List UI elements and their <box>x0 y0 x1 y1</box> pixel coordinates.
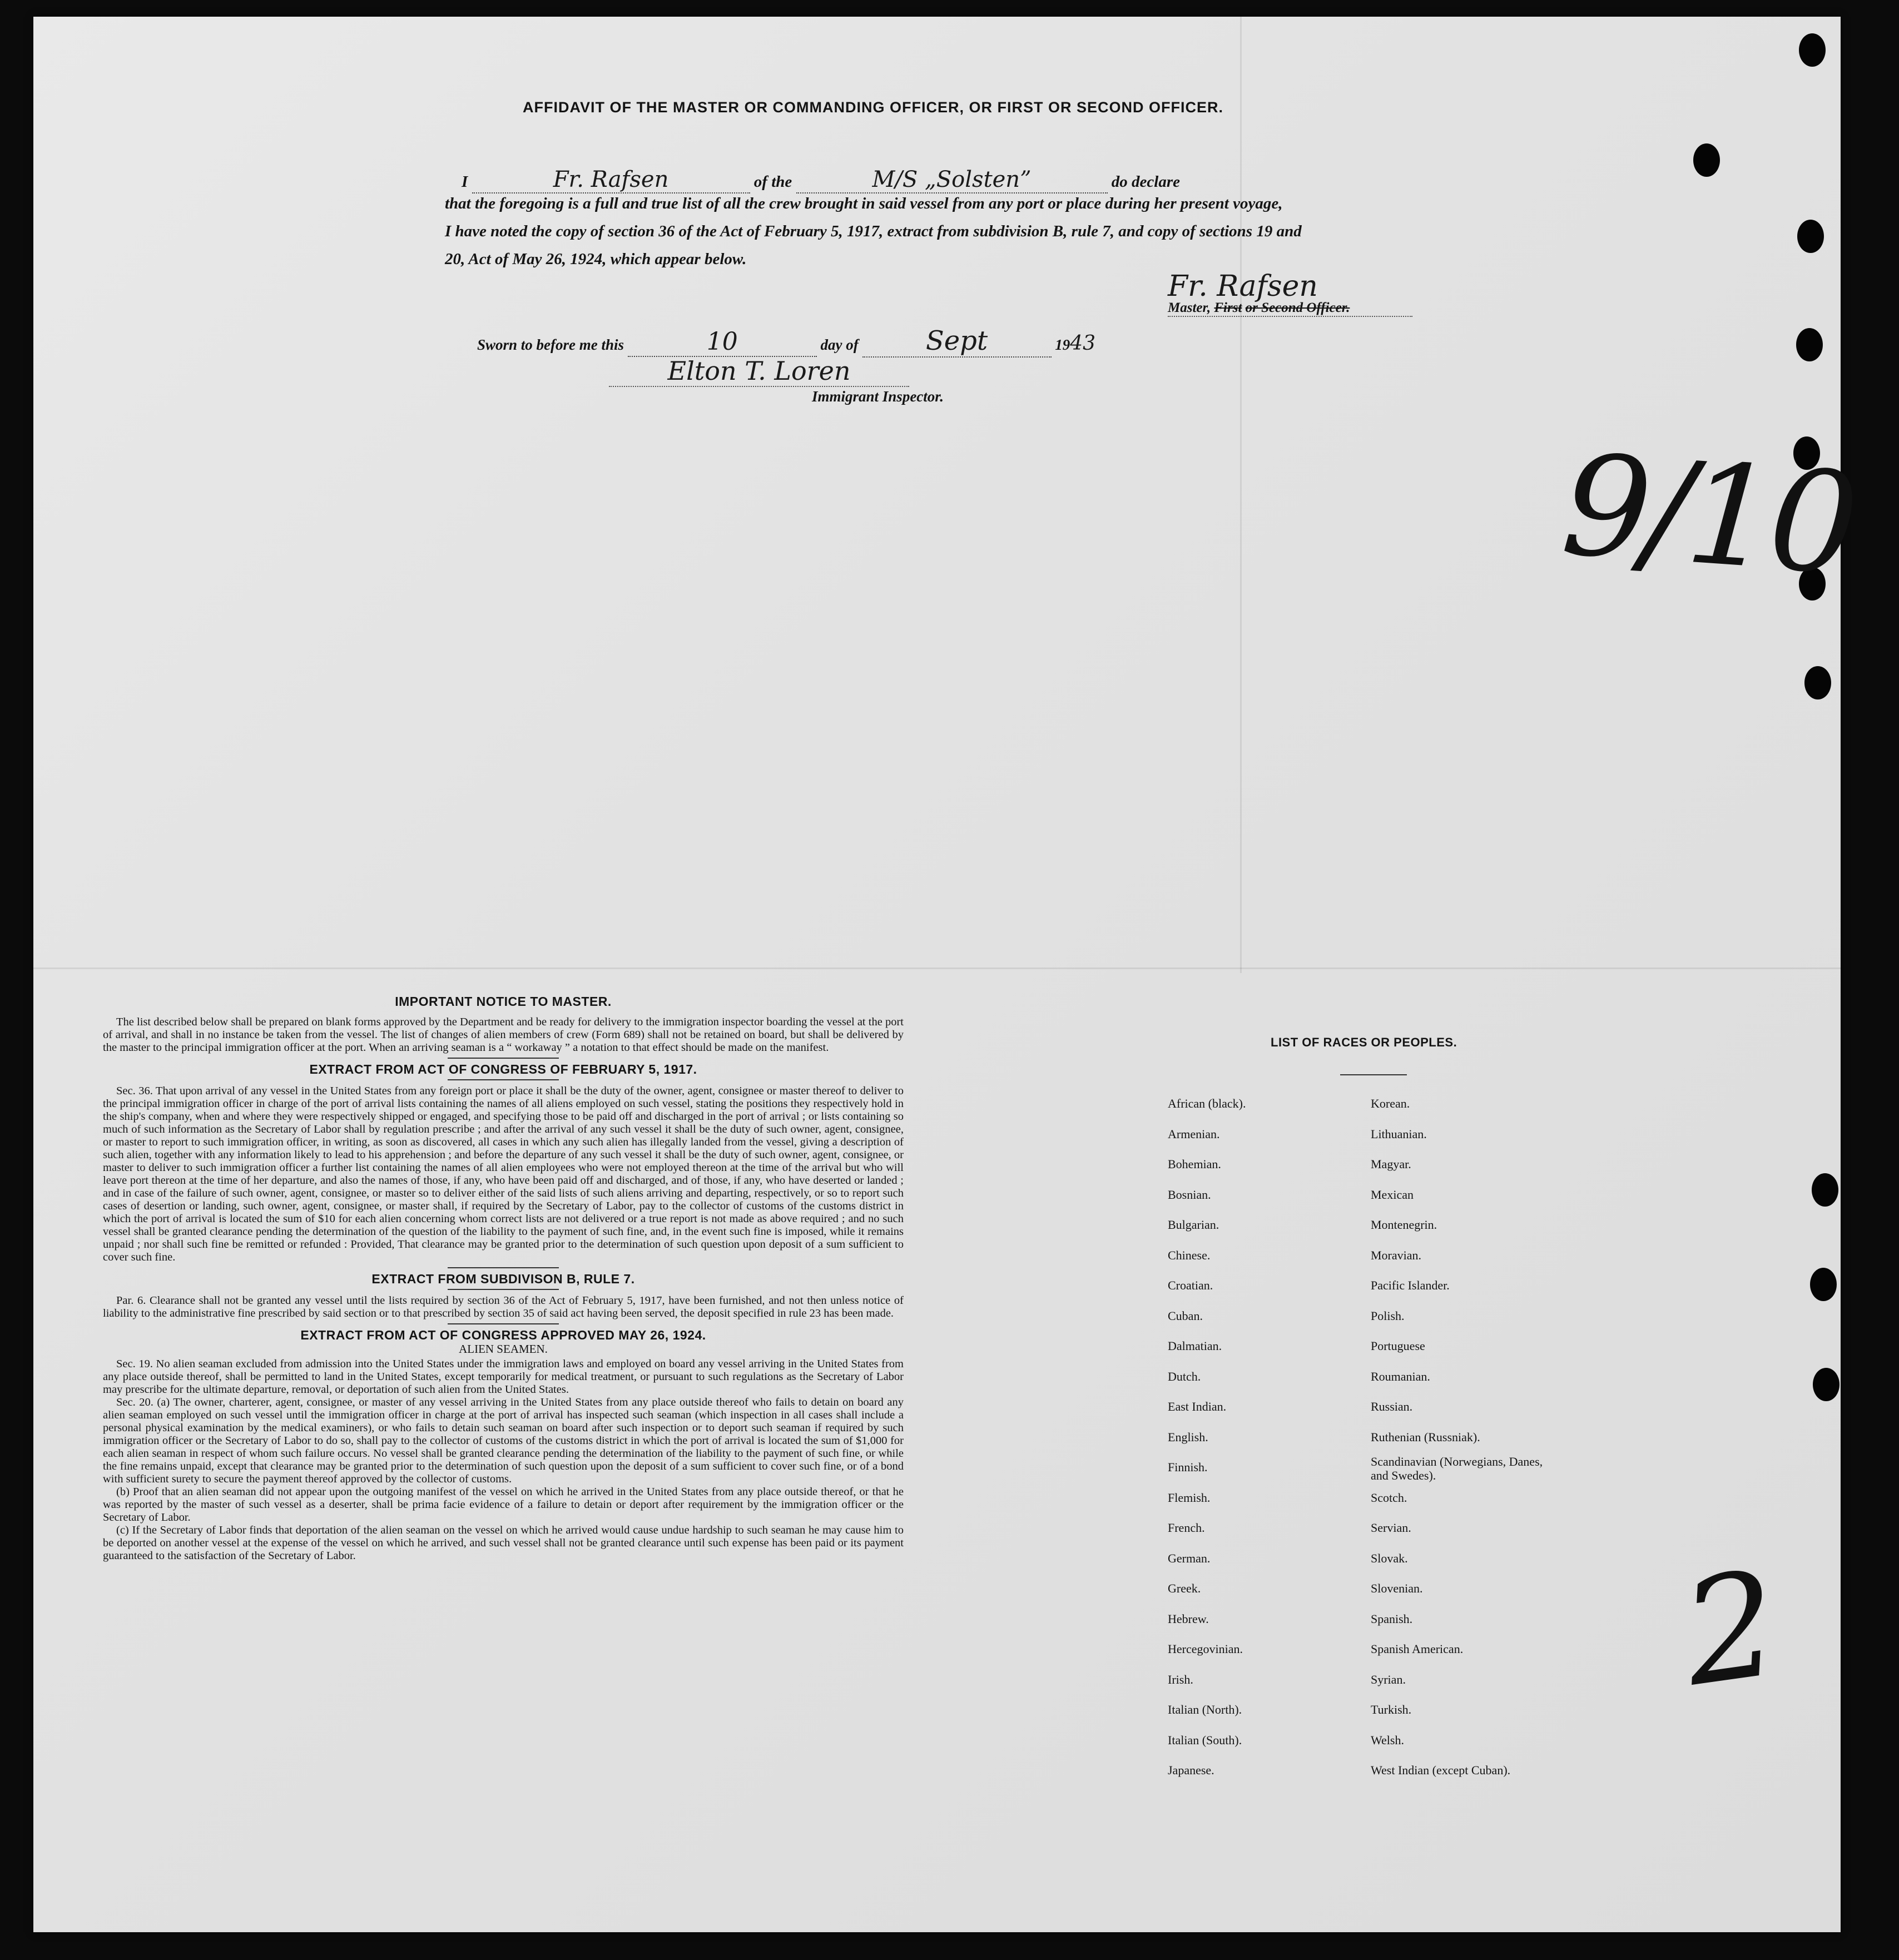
race-item: Italian (North). <box>1168 1703 1242 1716</box>
separator-rule <box>448 1079 559 1080</box>
race-item: French. <box>1168 1521 1205 1535</box>
race-item: Roumanian. <box>1371 1369 1430 1383</box>
affidavit-title: AFFIDAVIT OF THE MASTER OR COMMANDING OFFICER, OR FIRST OR SECOND OFFICER. <box>523 99 1223 116</box>
race-item: Moravian. <box>1371 1248 1422 1262</box>
year-suffix: 43 <box>1070 332 1096 355</box>
extract3-subtitle: ALIEN SEAMEN. <box>459 1342 548 1356</box>
handwritten-note: 9/10 <box>1557 424 1858 606</box>
of-the-label: of the <box>753 173 792 191</box>
race-item: Japanese. <box>1168 1763 1214 1777</box>
race-item: Ruthenian (Russniak). <box>1371 1430 1480 1444</box>
fold-crease-horizontal <box>33 967 1841 969</box>
races-column-1 <box>1168 1089 1246 1786</box>
race-item: Spanish American. <box>1371 1642 1464 1656</box>
separator-rule <box>448 1267 559 1268</box>
notice-title: IMPORTANT NOTICE TO MASTER. <box>395 994 612 1009</box>
extract1-body: Sec. 36. That upon arrival of any vessel in the United States from any foreign port or place it shall be the duty of the owner, agent, consignee or master thereof to deliver to the principal immigration officer in charge of the port of arrival lists containing the names of all aliens employed on such vessel, stating the positions they respectively hold in the ship's company, when and where they were respectively shipped or engaged, and specifying those to be paid off and discharged in the port of arrival ; or lists containing so much of such information as the Secretary of Labor shall by regulation prescribe ; and after the arrival of any such vessel it shall be the duty of such owner, agent, consignee, or master to report to such immigration officer, in writing, as soon as discovered, all cases in which any such alien has illegally landed from the vessel, giving a description of such alien, together with any information likely to lead to his apprehension ; and before the departure of any such vessel it shall be the duty of such owner, agent, consignee, or master to deliver to such immigration officer a further list containing the names of all alien employees who were not employed thereon at the time of the arrival but who will leave port thereon at the time of her departure, and also the names of those, if any, who have been paid off and discharged, and of those, if any, who have deserted or landed ; and in case of the failure of such owner, agent, consignee, or master so to deliver either of the said lists of such aliens arriving and departing, respectively, or so to report such cases of desertion or landing, such owner, agent, consignee, or master shall, if required by the Secretary of Labor, pay to the collector of customs of the customs district in which the port of arrival is located the sum of $10 for each alien concerning whom correct lists are not delivered or a true report is not made as above required ; and no such vessel shall be granted clearance pending the determination of the question of the liability to the payment of such fine, and, in the event such fine is imposed, while it remains unpaid ; nor shall such fine be remitted or refunded : Provided, That clearance may be granted prior to the determination of such question upon deposit of a sum sufficient to cover such fine. <box>103 1085 904 1263</box>
inspector-title: Immigrant Inspector. <box>812 388 944 405</box>
master-name-field <box>472 167 750 193</box>
race-item: Bohemian. <box>1168 1157 1221 1171</box>
year-prefix: 19 <box>1055 336 1070 353</box>
race-item: Portuguese <box>1371 1339 1425 1353</box>
race-item: African (black). <box>1168 1096 1246 1110</box>
race-item: Bosnian. <box>1168 1187 1211 1202</box>
sec19-paragraph: Sec. 19. No alien seaman excluded from admission into the United States under the immigration laws and employed on board any vessel arriving in the United States from any place outside thereof, shall be permitted to land in the United States, except temporarily for medical treatment, or pursuant to such regulations as the Secretary of Labor may prescribe for the ultimate departure, removal, or deportation of such alien from the United States. <box>103 1358 904 1396</box>
vessel-name-field <box>796 167 1108 193</box>
race-item: East Indian. <box>1168 1400 1227 1413</box>
sec20b-paragraph: (b) Proof that an alien seaman did not appear upon the outgoing manifest of the vessel on which he arrived in the United States from any place outside thereof, or that he was reported by the master of such vessel as a deserter, shall be prima facie evidence of a failure to detain or deport after requirement by the immigration officer or the Secretary of Labor. <box>103 1486 904 1524</box>
race-item: West Indian (except Cuban). <box>1371 1763 1511 1777</box>
extract1-title: EXTRACT FROM ACT OF CONGRESS OF FEBRUARY 5, 1917. <box>309 1062 697 1076</box>
race-item: Welsh. <box>1371 1733 1404 1747</box>
race-item: Polish. <box>1371 1308 1405 1323</box>
handwritten-mark: 2 <box>1673 1540 1783 1719</box>
separator-rule <box>448 1058 559 1059</box>
punch-hole <box>1804 666 1831 699</box>
races-title-rule <box>1340 1074 1407 1075</box>
extract3-title: EXTRACT FROM ACT OF CONGRESS APPROVED MAY 26, 1924. <box>300 1328 706 1342</box>
signer-title-rest: or Second Officer. <box>1245 300 1350 315</box>
race-item: Scandinavian (Norwegians, Danes, and Swedes). <box>1371 1455 1543 1482</box>
race-item: Magyar. <box>1371 1157 1411 1171</box>
extract2-body: Par. 6. Clearance shall not be granted any vessel until the lists required by section 36 of the Act of February 5, 1917, have been furnished, and not then unless notice of liability to the administrative fine prescribed by said section or to that prescribed by section 35 of said act having been served, the deposit specified in rule 23 has been made. <box>103 1294 904 1319</box>
separator-rule <box>448 1323 559 1324</box>
race-item: Chinese. <box>1168 1248 1211 1262</box>
race-item: Armenian. <box>1168 1127 1220 1141</box>
race-item: Korean. <box>1371 1096 1410 1110</box>
do-declare-label: do declare <box>1111 173 1180 191</box>
race-item: Finnish. <box>1168 1460 1208 1474</box>
fold-crease-vertical <box>1240 17 1242 973</box>
race-item: Hebrew. <box>1168 1611 1209 1626</box>
vessel-name: M/S „Solsten” <box>872 167 1032 192</box>
race-item: Flemish. <box>1168 1490 1211 1505</box>
race-item: Russian. <box>1371 1400 1413 1413</box>
separator-rule <box>448 1289 559 1290</box>
race-item: Spanish. <box>1371 1611 1413 1626</box>
race-item: Pacific Islander. <box>1371 1278 1450 1292</box>
affidavit-line-3: I have noted the copy of section 36 of the Act of February 5, 1917, extract from subdivision B, rule 7, and copy of sections 19 and <box>445 222 1302 240</box>
master-signature: Fr. Rafsen <box>1168 270 1318 303</box>
sworn-day: 10 <box>706 328 738 356</box>
punch-hole <box>1799 33 1826 67</box>
race-item: German. <box>1168 1551 1211 1565</box>
sec20c-paragraph: (c) If the Secretary of Labor finds that deportation of the alien seaman on the vessel on which he arrived would cause undue hardship to such seaman he may cause him to be deported on another vessel at the expense of the vessel on which he arrived, and such vessel shall not be granted clearance until such expense has been paid or its payment guaranteed to the satisfaction of the Secretary of Labor. <box>103 1524 904 1562</box>
race-item: Slovak. <box>1371 1551 1408 1565</box>
extract2-title: EXTRACT FROM SUBDIVISON B, RULE 7. <box>371 1272 635 1286</box>
sworn-month: Sept <box>925 325 988 356</box>
affidavit-line-4: 20, Act of May 26, 1924, which appear below. <box>445 250 747 268</box>
sec20a-paragraph: Sec. 20. (a) The owner, charterer, agent, consignee, or master of any vessel arriving in the United States from any place outside thereof who fails to detain on board any alien seaman employed on such vessel until the immigration officer in charge at the port of arrival has inspected such seaman (which inspection in all cases shall include a personal physical examination by the medical examiners), or who fails to detain such seaman on board after such inspection or to deport such seaman if required by such immigration officer or the Secretary of Labor to do so, shall pay to the collector of customs of the customs district in which the port of arrival is located the sum of $1,000 for each alien seaman in respect of whom such failure occurs. No vessel shall be granted clearance pending the determination of the liability to the payment of such fine, or while the fine remains unpaid, except that clearance may be granted prior to the determination of such question upon the deposit of a sum sufficient to cover such fine, or of a bond with sufficient surety to secure the payment thereof approved by the collector of customs. <box>103 1396 904 1485</box>
sworn-month-field <box>862 325 1052 358</box>
affidavit-line-2: that the foregoing is a full and true list of all the crew brought in said vessel from any port or place during her present voyage, <box>445 195 1283 212</box>
race-item: Cuban. <box>1168 1308 1203 1323</box>
signer-title <box>1168 300 1412 317</box>
signer-title-first: First <box>1214 300 1242 315</box>
master-name: Fr. Rafsen <box>553 167 669 192</box>
race-item: Mexican <box>1371 1187 1414 1202</box>
race-item: Lithuanian. <box>1371 1127 1427 1141</box>
punch-hole <box>1796 328 1823 361</box>
race-item: English. <box>1168 1430 1208 1444</box>
race-item: Greek. <box>1168 1581 1201 1595</box>
race-item: Hercegovinian. <box>1168 1642 1243 1656</box>
day-of-label: day of <box>820 336 859 353</box>
races-title: LIST OF RACES OR PEOPLES. <box>1271 1035 1457 1049</box>
punch-hole <box>1813 1368 1839 1401</box>
affidavit-line-1 <box>462 167 1180 193</box>
races-column-2 <box>1371 1089 1604 1786</box>
race-item: Dutch. <box>1168 1369 1201 1383</box>
race-item: Montenegrin. <box>1371 1218 1437 1232</box>
race-item: Dalmatian. <box>1168 1339 1222 1353</box>
punch-hole <box>1797 220 1824 253</box>
race-item: Slovenian. <box>1371 1581 1423 1595</box>
sworn-line <box>477 325 1095 358</box>
inspector-signature: Elton T. Loren <box>609 356 909 387</box>
race-item: Scotch. <box>1371 1490 1407 1505</box>
punch-hole <box>1812 1173 1838 1207</box>
sworn-day-field <box>628 328 817 357</box>
sworn-label: Sworn to before me this <box>477 336 624 353</box>
signer-title-master: Master, <box>1168 300 1211 315</box>
notice-body: The list described below shall be prepared on blank forms approved by the Department and be ready for delivery to the immigration inspector boarding the vessel at the port of arrival, and shall in no instance be taken from the vessel. The list of changes of alien members of crew (Form 689) shall not be retained on board, but shall be delivered by the master to the principal immigration officer at the port. When an arriving seaman is a “ workaway ” a notation to that effect should be made on the manifest. <box>103 1016 904 1054</box>
important-notice <box>103 995 904 1562</box>
i-label: I <box>462 173 468 191</box>
race-item: Irish. <box>1168 1672 1193 1686</box>
punch-hole <box>1810 1268 1837 1301</box>
race-item: Servian. <box>1371 1521 1411 1535</box>
punch-hole <box>1693 143 1720 177</box>
race-item: Croatian. <box>1168 1278 1213 1292</box>
race-item: Syrian. <box>1371 1672 1406 1686</box>
race-item: Bulgarian. <box>1168 1218 1219 1232</box>
race-item: Turkish. <box>1371 1703 1412 1716</box>
race-item: Italian (South). <box>1168 1733 1242 1747</box>
